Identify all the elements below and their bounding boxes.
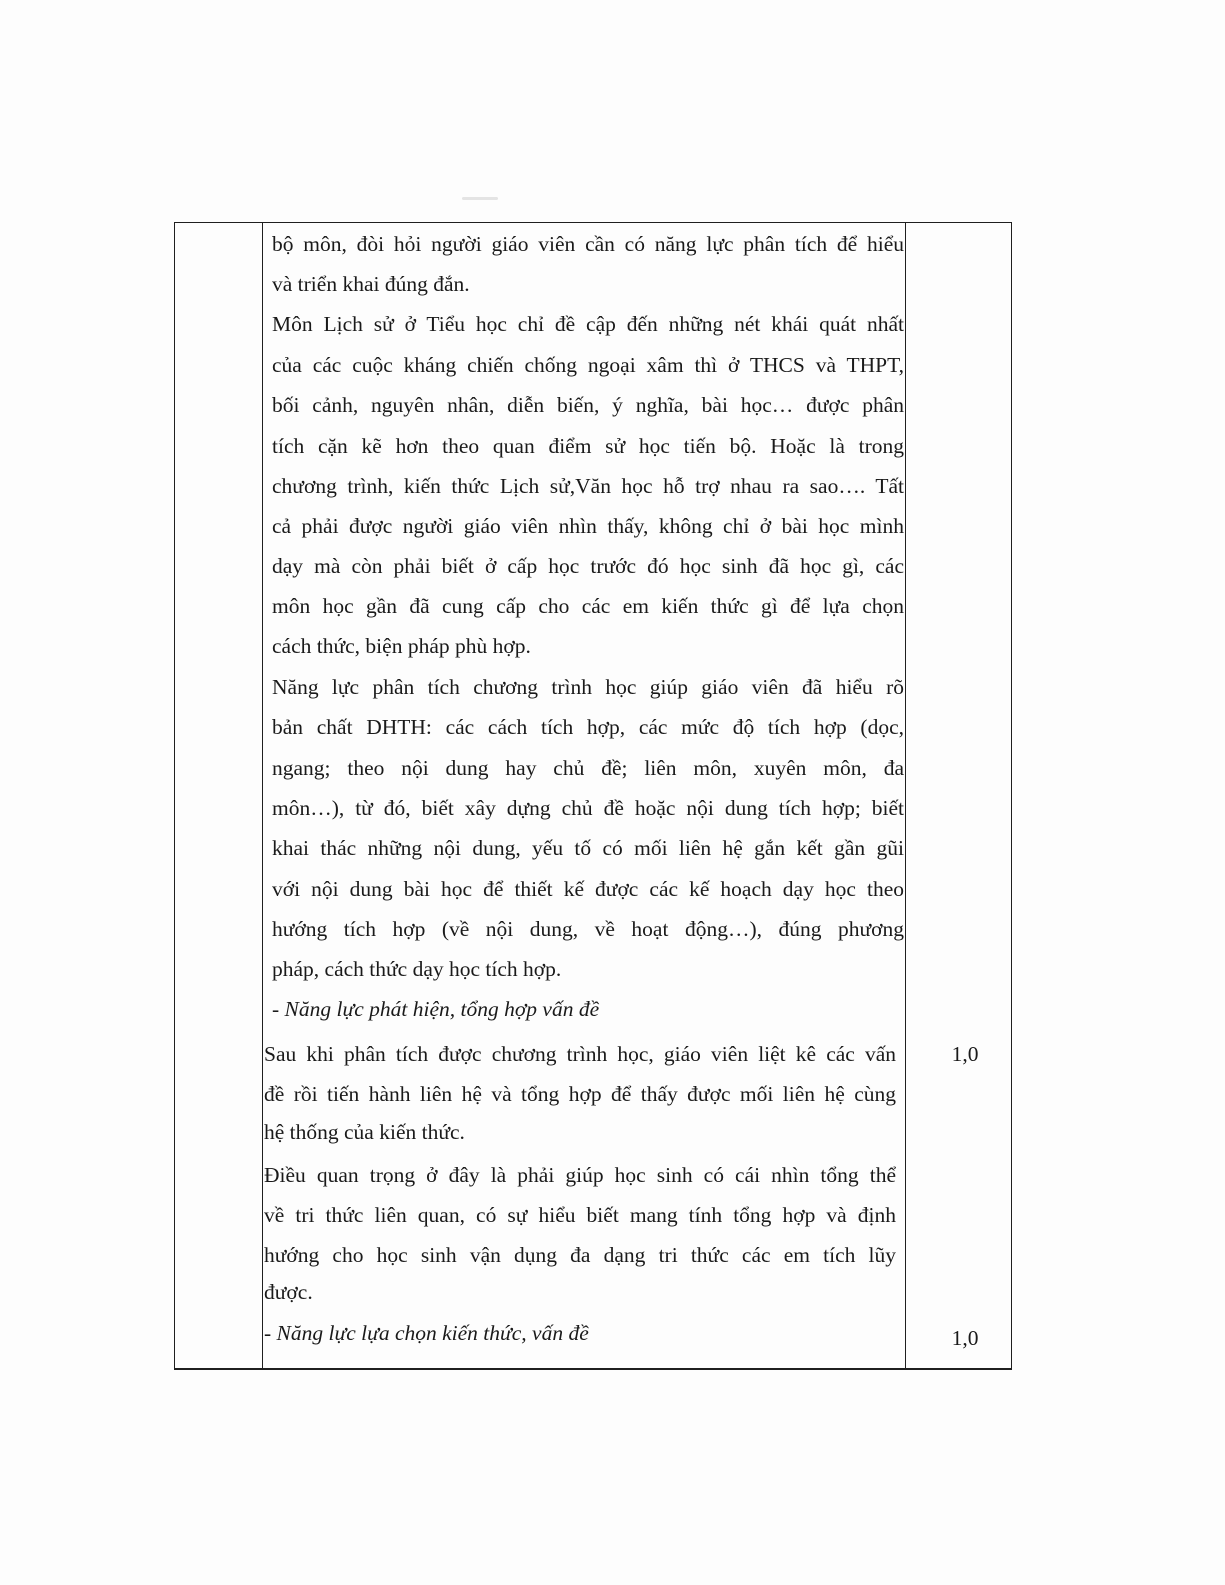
text-line: cách thức, biện pháp phù hợp. [272, 634, 531, 658]
text-line: được. [264, 1280, 313, 1304]
text-line: với nội dung bài học để thiết kế được các kế hoạch dạy học theo [272, 877, 904, 901]
text-line: Môn Lịch sử ở Tiểu học chỉ đề cập đến những nét khái quát nhất [272, 312, 904, 336]
text-line: của các cuộc kháng chiến chống ngoại xâm thì ở THCS và THPT, [272, 353, 904, 377]
text-line: dạy mà còn phải biết ở cấp học trước đó học sinh đã học gì, các [272, 554, 904, 578]
text-line: Năng lực phân tích chương trình học giúp giáo viên đã hiểu rõ [272, 675, 904, 699]
text-line: cả phải được người giáo viên nhìn thấy, không chỉ ở bài học mình [272, 514, 904, 538]
score-value: 1,0 [951, 1326, 979, 1350]
text-line: đề rồi tiến hành liên hệ và tổng hợp để thấy được mối liên hệ cùng [264, 1082, 896, 1106]
text-line: Điều quan trọng ở đây là phải giúp học sinh có cái nhìn tổng thể [264, 1163, 896, 1187]
section-heading: - Năng lực phát hiện, tổng hợp vấn đề [272, 997, 600, 1021]
text-line: pháp, cách thức dạy học tích hợp. [272, 957, 562, 981]
text-line: khai thác những nội dung, yếu tố có mối liên hệ gắn kết gần gũi [272, 836, 904, 860]
table-column-divider-right [905, 223, 906, 1368]
text-line: về tri thức liên quan, có sự hiểu biết mang tính tổng hợp và định [264, 1203, 896, 1227]
text-line: Sau khi phân tích được chương trình học, giáo viên liệt kê các vấn [264, 1042, 896, 1066]
text-line: ngang; theo nội dung hay chủ đề; liên môn, xuyên môn, đa [272, 756, 904, 780]
text-line: tích cặn kẽ hơn theo quan điểm sử học tiến bộ. Hoặc là trong [272, 434, 904, 458]
text-line: bộ môn, đòi hỏi người giáo viên cần có năng lực phân tích để hiểu [272, 232, 904, 256]
text-line: bối cảnh, nguyên nhân, diễn biến, ý nghĩa, bài học… được phân [272, 393, 904, 417]
text-line: và triển khai đúng đắn. [272, 272, 470, 296]
scan-smudge [462, 197, 498, 200]
text-line: hướng cho học sinh vận dụng đa dạng tri thức các em tích lũy [264, 1243, 896, 1267]
text-line: chương trình, kiến thức Lịch sử,Văn học hỗ trợ nhau ra sao…. Tất [272, 474, 904, 498]
text-line: môn học gần đã cung cấp cho các em kiến thức gì để lựa chọn [272, 594, 904, 618]
table-column-divider-left [262, 223, 263, 1368]
score-value: 1,0 [951, 1042, 979, 1066]
text-line: hệ thống của kiến thức. [264, 1120, 465, 1144]
text-line: bản chất DHTH: các cách tích hợp, các mức độ tích hợp (dọc, [272, 715, 904, 739]
section-heading: - Năng lực lựa chọn kiến thức, vấn đề [264, 1321, 589, 1345]
text-line: hướng tích hợp (về nội dung, về hoạt động…), đúng phương [272, 917, 904, 941]
text-line: môn…), từ đó, biết xây dựng chủ đề hoặc nội dung tích hợp; biết [272, 796, 904, 820]
